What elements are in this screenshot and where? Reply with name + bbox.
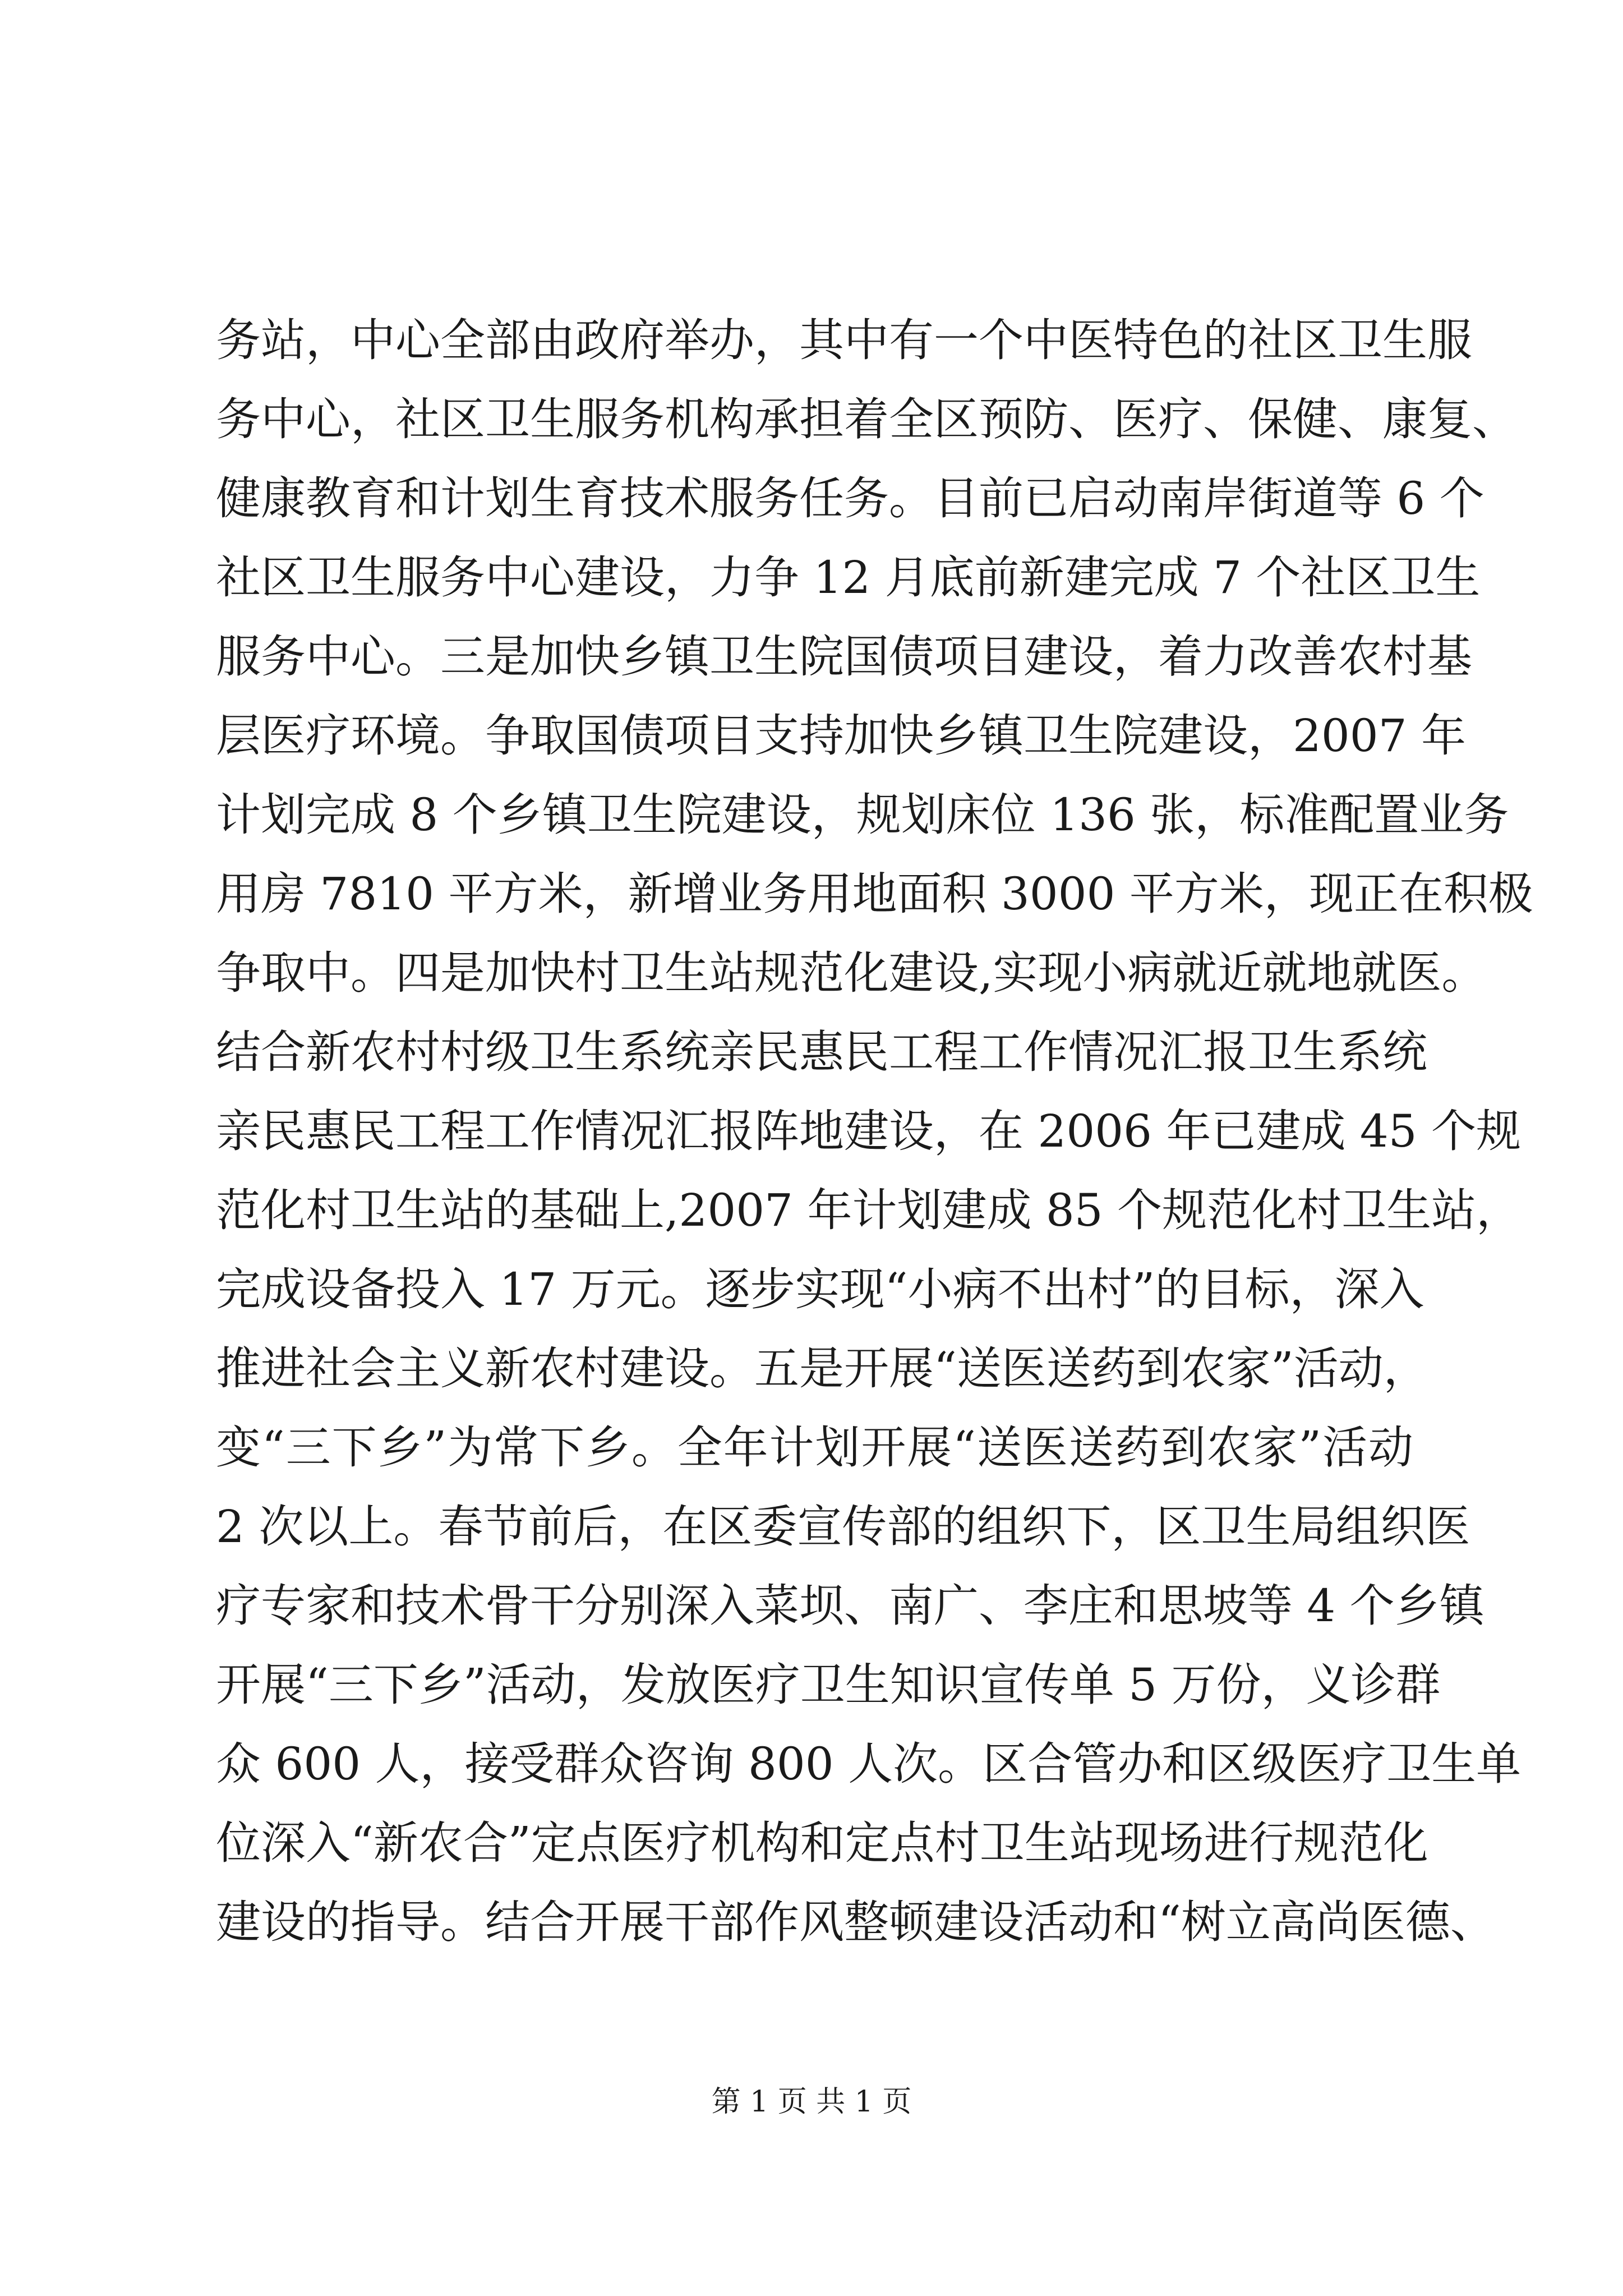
paragraph-line-17: 疗专家和技术骨干分别深入菜坝、南广、李庄和思坡等 4 个乡镇 (216, 1580, 1484, 1632)
paragraph-line-9: 争取中。四是加快村卫生站规范化建设,实现小病就近就地就医。 (216, 947, 1487, 999)
paragraph-line-18: 开展“三下乡”活动，发放医疗卫生知识宣传单 5 万份，义诊群 (216, 1659, 1441, 1711)
paragraph-line-1: 务站，中心全部由政府举办，其中有一个中医特色的社区卫生服 (216, 314, 1472, 366)
paragraph-line-4: 社区卫生服务中心建设，力争 12 月底前新建完成 7 个社区卫生 (216, 551, 1481, 604)
paragraph-line-15: 变“三下乡”为常下乡。全年计划开展“送医送药到农家”活动 (216, 1421, 1413, 1474)
paragraph-line-5: 服务中心。三是加快乡镇卫生院国债项目建设，着力改善农村基 (216, 631, 1472, 683)
paragraph-line-7: 计划完成 8 个乡镇卫生院建设，规划床位 136 张，标准配置业务 (216, 789, 1509, 841)
paragraph-line-13: 完成设备投入 17 万元。逐步实现“小病不出村”的目标，深入 (216, 1263, 1424, 1315)
paragraph-line-10: 结合新农村村级卫生系统亲民惠民工程工作情况汇报卫生系统 (216, 1026, 1427, 1078)
document-body (216, 301, 1533, 1962)
paragraph-line-21: 建设的指导。结合开展干部作风整顿建设活动和“树立高尚医德、 (216, 1896, 1495, 1948)
page-number-footer: 第 1 页 共 1 页 (711, 2085, 912, 2119)
paragraph-line-14: 推进社会主义新农村建设。五是开展“送医送药到农家”活动， (216, 1342, 1428, 1395)
paragraph-line-12: 范化村卫生站的基础上,2007 年计划建成 85 个规范化村卫生站， (216, 1184, 1521, 1236)
paragraph-line-19: 众 600 人，接受群众咨询 800 人次。区合管办和区级医疗卫生单 (216, 1738, 1521, 1790)
paragraph-line-11: 亲民惠民工程工作情况汇报阵地建设，在 2006 年已建成 45 个规 (216, 1105, 1521, 1157)
paragraph-line-3: 健康教育和计划生育技术服务任务。目前已启动南岸街道等 6 个 (216, 472, 1484, 524)
paragraph-line-2: 务中心，社区卫生服务机构承担着全区预防、医疗、保健、康复、 (216, 393, 1517, 445)
paragraph-line-8: 用房 7810 平方米，新增业务用地面积 3000 平方米，现正在积极 (216, 868, 1533, 920)
paragraph-line-16: 2 次以上。春节前后，在区委宣传部的组织下，区卫生局组织医 (216, 1501, 1470, 1553)
paragraph-line-6: 层医疗环境。争取国债项目支持加快乡镇卫生院建设，2007 年 (216, 710, 1467, 762)
paragraph-line-20: 位深入“新农合”定点医疗机构和定点村卫生站现场进行规范化 (216, 1817, 1428, 1869)
